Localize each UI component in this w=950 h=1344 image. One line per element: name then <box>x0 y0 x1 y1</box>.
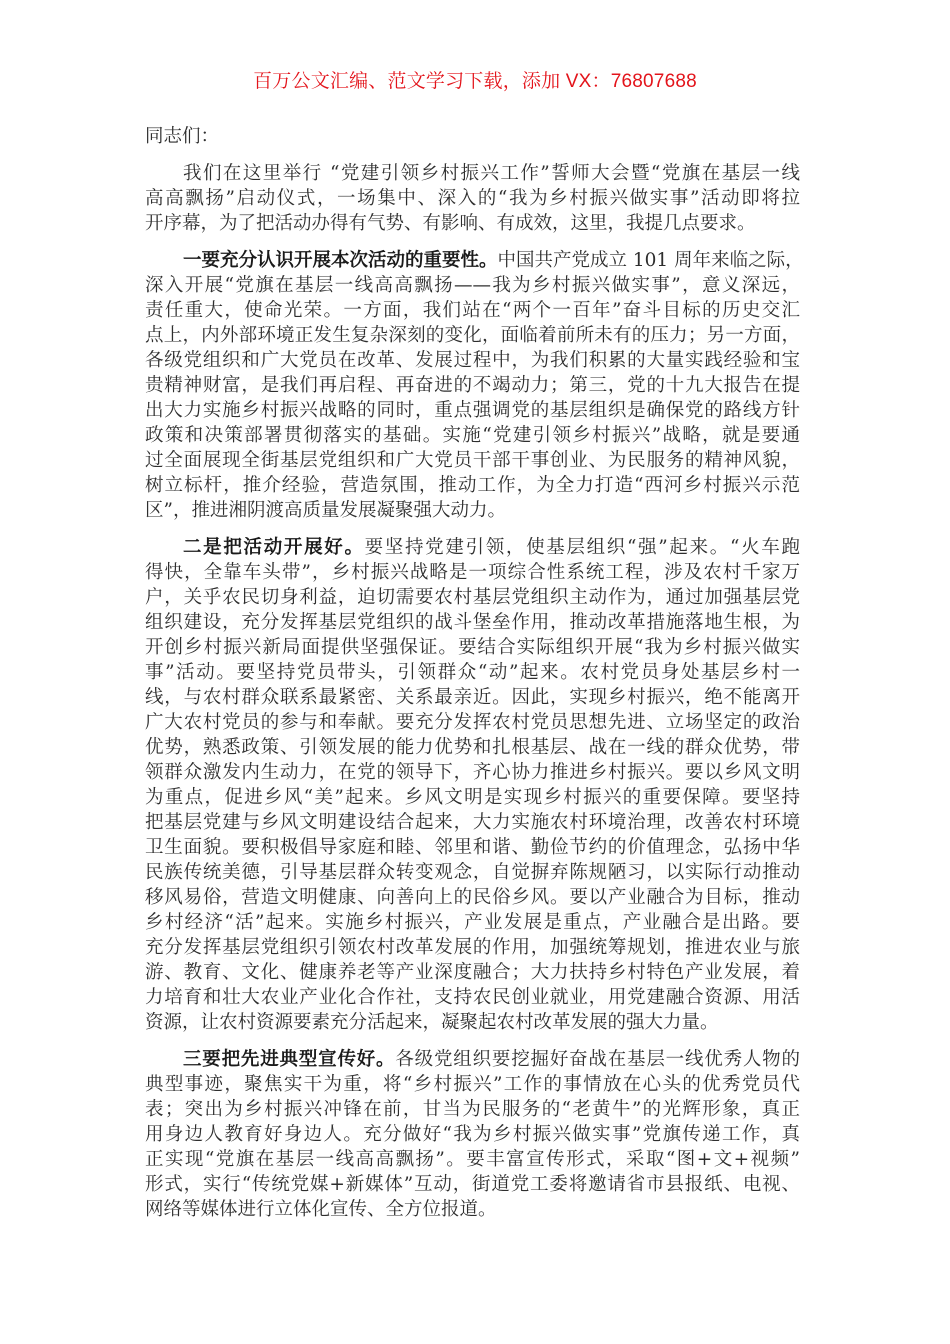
text-line <box>145 785 800 810</box>
text-line <box>145 935 800 960</box>
text-line <box>145 735 800 760</box>
text-line <box>145 186 800 211</box>
section-heading: 三要把先进典型宣传好。 <box>183 1049 396 1070</box>
text-line <box>145 211 800 236</box>
text-line <box>145 1072 800 1097</box>
text-line <box>145 1097 800 1122</box>
text-line <box>145 1122 800 1147</box>
line-text: 线，与农村群众联系最紧密、关系最亲近。因此，实现乡村振兴，绝不能离开 <box>145 687 800 708</box>
line-text: 形式，实行“传统党媒+新媒体”互动，街道党工委将邀请省市县报纸、电视、 <box>145 1174 800 1195</box>
line-text: 为重点，促进乡风“美”起来。乡风文明是实现乡村振兴的重要保障。要坚持 <box>145 787 800 808</box>
line-text: 力培育和壮大农业产业化合作社，支持农民创业就业，用党建融合资源、用活 <box>145 987 800 1008</box>
text-line <box>145 985 800 1010</box>
text-line <box>145 498 800 523</box>
text-line <box>145 398 800 423</box>
line-text: 移风易俗，营造文明健康、向善向上的民俗乡风。要以产业融合为目标，推动 <box>145 887 800 908</box>
text-line <box>145 323 800 348</box>
paragraph <box>145 161 800 236</box>
text-line <box>145 635 800 660</box>
paragraph <box>145 248 804 523</box>
line-text: 贵精神财富，是我们再启程、再奋进的不竭动力；第三，党的十九大报告在提 <box>145 375 800 396</box>
text-line <box>145 273 800 298</box>
text-line <box>145 448 800 473</box>
text-line <box>145 535 800 560</box>
line-text: 区”，推进湘阴渡高质量发展凝聚强大动力。 <box>145 500 506 521</box>
text-line <box>145 760 800 785</box>
line-text: 要坚持党建引领，使基层组织“强”起来。“火车跑 <box>364 537 800 558</box>
line-text: 优势，熟悉政策、引领发展的能力优势和扎根基层、战在一线的群众优势，带 <box>145 737 800 758</box>
line-text: 充分发挥基层党组织引领农村改革发展的作用，加强统筹规划，推进农业与旅 <box>145 937 800 958</box>
text-line <box>145 685 800 710</box>
text-line <box>145 473 800 498</box>
line-text: 中国共产党成立 101 周年来临之际， <box>497 250 804 271</box>
line-text: 网络等媒体进行立体化宣传、全方位报道。 <box>145 1199 497 1220</box>
paragraph <box>145 535 800 1035</box>
line-text: 卫生面貌。要积极倡导家庭和睦、邻里和谐、勤俭节约的价值理念，弘扬中华 <box>145 837 800 858</box>
text-line <box>145 710 800 735</box>
document-body <box>145 124 804 1234</box>
line-text: 开创乡村振兴新局面提供坚强保证。要结合实际组织开展“我为乡村振兴做实 <box>145 637 800 658</box>
download-banner: 百万公文汇编、范文学习下载，添加 VX：76807688 <box>253 71 697 92</box>
line-text: 把基层党建与乡风文明建设结合起来，大力实施农村环境治理，改善农村环境 <box>145 812 800 833</box>
line-text: 各级党组织和广大党员在改革、发展过程中，为我们积累的大量实践经验和宝 <box>145 350 800 371</box>
line-text: 深入开展“党旗在基层一线高高飘扬——我为乡村振兴做实事”，意义深远， <box>145 275 800 296</box>
line-text: 表；突出为乡村振兴冲锋在前，甘当为民服务的“老黄牛”的光辉形象，真正 <box>145 1099 800 1120</box>
text-line <box>145 248 804 273</box>
text-line <box>145 348 800 373</box>
line-text: 高高飘扬”启动仪式，一场集中、深入的“我为乡村振兴做实事”活动即将拉 <box>145 188 800 209</box>
line-text: 开序幕，为了把活动办得有气势、有影响、有成效，这里，我提几点要求。 <box>145 213 756 234</box>
text-line <box>145 423 800 448</box>
text-line <box>145 161 800 186</box>
text-line <box>145 960 800 985</box>
line-text: 户，关乎农民切身利益，迫切需要农村基层党组织主动作为，通过加强基层党 <box>145 587 800 608</box>
line-text: 游、教育、文化、健康养老等产业深度融合；大力扶持乡村特色产业发展，着 <box>145 962 800 983</box>
text-line <box>145 810 800 835</box>
text-line <box>145 1197 800 1222</box>
text-line <box>145 373 800 398</box>
line-text: 资源，让农村资源要素充分活起来，凝聚起农村改革发展的强大力量。 <box>145 1012 719 1033</box>
line-text: 点上，内外部环境正发生复杂深刻的变化，面临着前所未有的压力；另一方面， <box>145 325 800 346</box>
line-text: 民族传统美德，引导基层群众转变观念，自觉摒弃陈规陋习，以实际行动推动 <box>145 862 800 883</box>
line-text: 我们在这里举行 “党建引领乡村振兴工作”誓师大会暨“党旗在基层一线 <box>183 163 800 184</box>
line-text: 责任重大，使命光荣。一方面，我们站在“两个一百年”奋斗目标的历史交汇 <box>145 300 800 321</box>
line-text: 树立标杆，推介经验，营造氛围，推动工作，为全力打造“西河乡村振兴示范 <box>145 475 800 496</box>
line-text: 用身边人教育好身边人。充分做好“我为乡村振兴做实事”党旗传递工作，真 <box>145 1124 800 1145</box>
text-line <box>145 660 800 685</box>
line-text: 各级党组织要挖掘好奋战在基层一线优秀人物的 <box>395 1049 800 1070</box>
section-heading: 二是把活动开展好。 <box>183 537 365 558</box>
section-heading: 一要充分认识开展本次活动的重要性。 <box>183 250 498 271</box>
text-line <box>145 885 800 910</box>
text-line <box>145 298 800 323</box>
line-text: 领群众激发内生动力，在党的领导下，齐心协力推进乡村振兴。要以乡风文明 <box>145 762 800 783</box>
text-line <box>145 560 800 585</box>
line-text: 典型事迹，聚焦实干为重，将“乡村振兴”工作的事情放在心头的优秀党员代 <box>145 1074 800 1095</box>
line-text: 事”活动。要坚持党员带头，引领群众“动”起来。农村党员身处基层乡村一 <box>145 662 800 683</box>
text-line <box>145 1047 800 1072</box>
line-text: 乡村经济“活”起来。实施乡村振兴，产业发展是重点，产业融合是出路。要 <box>145 912 800 933</box>
line-text: 组织建设，充分发挥基层党组织的战斗堡垒作用，推动改革措施落地生根，为 <box>145 612 800 633</box>
text-line <box>145 1010 800 1035</box>
line-text: 过全面展现全街基层党组织和广大党员干部干事创业、为民服务的精神风貌， <box>145 450 800 471</box>
text-line <box>145 585 800 610</box>
text-line <box>145 1147 800 1172</box>
line-text: 正实现“党旗在基层一线高高飘扬”。要丰富宣传形式，采取“图+文+视频” <box>145 1149 800 1170</box>
line-text: 得快，全靠车头带”，乡村振兴战略是一项综合性系统工程，涉及农村千家万 <box>145 562 800 583</box>
greeting: 同志们： <box>145 126 220 147</box>
text-line <box>145 1172 800 1197</box>
text-line <box>145 835 800 860</box>
line-text: 政策和决策部署贯彻落实的基础。实施“党建引领乡村振兴”战略，就是要通 <box>145 425 800 446</box>
text-line <box>145 860 800 885</box>
text-line <box>145 610 800 635</box>
line-text: 广大农村党员的参与和奉献。要充分发挥农村党员思想先进、立场坚定的政治 <box>145 712 800 733</box>
paragraph <box>145 1047 800 1222</box>
line-text: 出大力实施乡村振兴战略的同时，重点强调党的基层组织是确保党的路线方针 <box>145 400 800 421</box>
text-line <box>145 910 800 935</box>
